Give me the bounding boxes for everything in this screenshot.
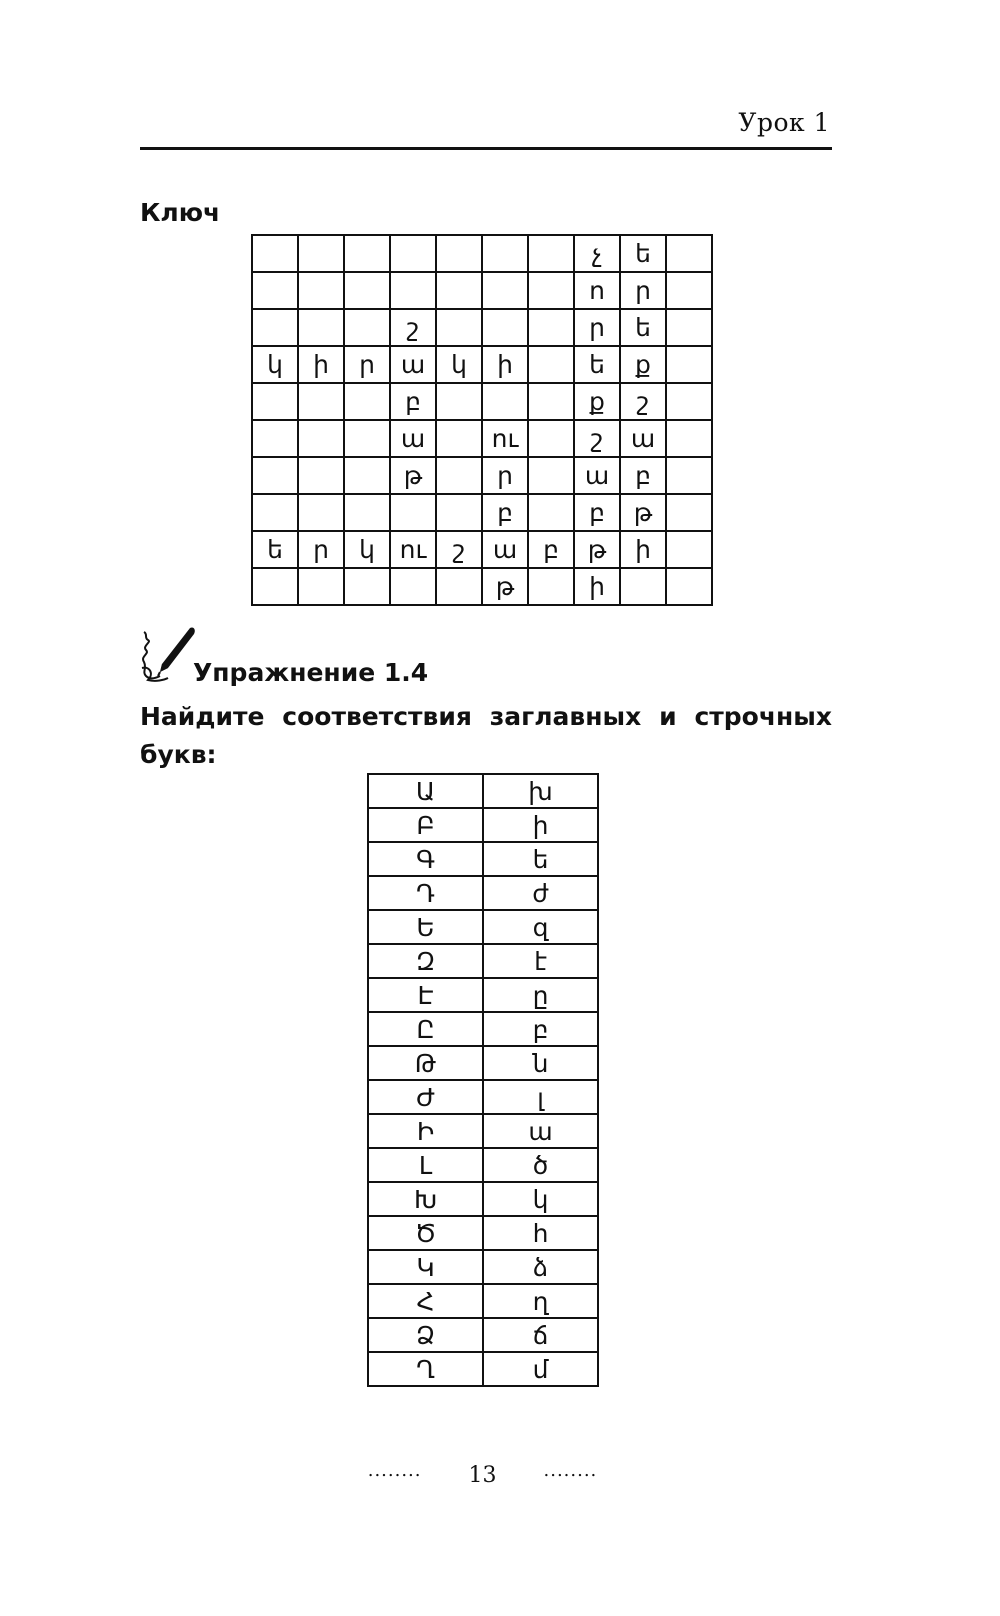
key-grid-cell: ի [620,531,666,568]
match-row [368,978,598,1012]
key-grid-cell [298,235,344,272]
key-grid-cell [666,383,712,420]
key-grid-row [252,568,712,605]
match-row [368,1318,598,1352]
match-row [368,944,598,978]
key-grid-cell [298,309,344,346]
match-row [368,1250,598,1284]
key-grid-row [252,531,712,568]
key-grid-cell [344,568,390,605]
key-grid-cell: շ [436,531,482,568]
key-grid-cell: շ [390,309,436,346]
uppercase-letter-cell: Լ [368,1148,483,1182]
match-row [368,1080,598,1114]
key-grid-cell [436,383,482,420]
key-grid-cell: թ [620,494,666,531]
uppercase-letter-cell: Ը [368,1012,483,1046]
lowercase-letter-cell: լ [483,1080,598,1114]
key-grid-cell [344,383,390,420]
lowercase-letter-cell: զ [483,910,598,944]
key-grid-cell: ի [298,346,344,383]
key-grid-cell: ա [390,420,436,457]
exercise-instruction: Найдите соответствия заглавных и строчных букв: [140,702,832,769]
lowercase-letter-cell: ձ [483,1250,598,1284]
key-grid-cell: ա [482,531,528,568]
key-grid-cell: բ [390,383,436,420]
key-grid-cell [528,420,574,457]
key-grid-cell [344,235,390,272]
match-row [368,1216,598,1250]
lowercase-letter-cell: ն [483,1046,598,1080]
key-grid-cell [528,383,574,420]
key-grid-cell: ր [344,346,390,383]
lowercase-letter-cell: ա [483,1114,598,1148]
key-grid-cell [298,383,344,420]
key-grid-cell: ր [298,531,344,568]
pen-icon [138,624,196,686]
key-grid-cell [252,457,298,494]
match-row [368,808,598,842]
match-row [368,1012,598,1046]
key-grid-cell [436,309,482,346]
key-grid-cell: ե [620,235,666,272]
footer-dots-right: ........ [543,1460,598,1481]
key-grid-cell: կ [344,531,390,568]
uppercase-letter-cell: Զ [368,944,483,978]
key-grid-cell [298,494,344,531]
match-row [368,1114,598,1148]
key-grid-cell: բ [574,494,620,531]
key-grid-cell [344,420,390,457]
key-grid-cell [252,309,298,346]
key-grid-cell [666,568,712,605]
key-grid-cell [436,420,482,457]
key-grid-cell [390,272,436,309]
key-grid-cell [436,568,482,605]
page-footer [0,1460,965,1488]
key-grid-cell [482,272,528,309]
key-grid-cell [344,309,390,346]
key-grid-cell: թ [482,568,528,605]
key-grid-cell: ա [620,420,666,457]
key-grid-cell [252,494,298,531]
key-grid-cell [528,568,574,605]
uppercase-letter-cell: Ժ [368,1080,483,1114]
key-grid-cell [298,272,344,309]
key-grid-cell: թ [574,531,620,568]
key-grid-cell [298,457,344,494]
uppercase-letter-cell: Կ [368,1250,483,1284]
key-grid-cell [390,568,436,605]
key-grid-cell [528,346,574,383]
key-grid-cell: ք [620,346,666,383]
key-grid-cell: ա [390,346,436,383]
key-grid-cell [344,272,390,309]
key-grid-cell: բ [482,494,528,531]
key-grid-row [252,420,712,457]
key-grid-cell [528,494,574,531]
key-grid-cell: ր [574,309,620,346]
key-grid-cell [436,457,482,494]
key-grid-cell: թ [390,457,436,494]
lowercase-letter-cell: բ [483,1012,598,1046]
key-grid-cell [666,272,712,309]
lowercase-letter-cell: ճ [483,1318,598,1352]
key-grid-cell [482,309,528,346]
key-grid-cell: ք [574,383,620,420]
key-grid-cell: ու [390,531,436,568]
key-grid-cell [666,531,712,568]
letter-matching-table [367,773,599,1387]
page-number: 13 [468,1463,497,1488]
key-grid-cell: շ [574,420,620,457]
footer-dots-left: ........ [367,1460,422,1481]
key-grid-cell [252,383,298,420]
uppercase-letter-cell: Թ [368,1046,483,1080]
key-grid-row [252,383,712,420]
key-grid-cell: կ [436,346,482,383]
key-grid-cell [528,457,574,494]
match-row [368,1148,598,1182]
key-grid-row [252,457,712,494]
key-grid-cell [344,494,390,531]
key-grid-cell [666,235,712,272]
key-grid-cell: չ [574,235,620,272]
key-grid-cell: ր [620,272,666,309]
key-grid-cell [666,494,712,531]
key-grid-cell [528,272,574,309]
key-grid-cell [482,235,528,272]
uppercase-letter-cell: Է [368,978,483,1012]
lowercase-letter-cell: հ [483,1216,598,1250]
key-grid-cell: բ [528,531,574,568]
uppercase-letter-cell: Ղ [368,1352,483,1386]
key-grid-cell: ի [574,568,620,605]
key-grid-cell [436,235,482,272]
key-grid-cell: ո [574,272,620,309]
key-grid-cell: ի [482,346,528,383]
match-row [368,1046,598,1080]
uppercase-letter-cell: Ծ [368,1216,483,1250]
exercise-title: Упражнение 1.4 [193,658,429,687]
key-grid-cell [252,420,298,457]
key-grid-cell [390,494,436,531]
key-grid-cell: ու [482,420,528,457]
key-grid-cell [620,568,666,605]
key-grid-cell [666,420,712,457]
key-grid-cell [252,568,298,605]
lowercase-letter-cell: ի [483,808,598,842]
key-grid-cell [298,568,344,605]
uppercase-letter-cell: Հ [368,1284,483,1318]
key-grid-cell: բ [620,457,666,494]
lowercase-letter-cell: կ [483,1182,598,1216]
key-grid-cell [528,309,574,346]
key-grid-cell: ա [574,457,620,494]
key-grid-cell [252,272,298,309]
key-grid-cell: կ [252,346,298,383]
uppercase-letter-cell: Դ [368,876,483,910]
key-grid-cell [252,235,298,272]
key-grid-cell [298,420,344,457]
match-row [368,876,598,910]
match-row [368,910,598,944]
key-grid-row [252,346,712,383]
key-grid-row [252,272,712,309]
lowercase-letter-cell: ղ [483,1284,598,1318]
match-row [368,1352,598,1386]
key-grid-row [252,494,712,531]
uppercase-letter-cell: Ե [368,910,483,944]
key-grid-cell [482,383,528,420]
key-crossword-grid [251,234,713,606]
uppercase-letter-cell: Բ [368,808,483,842]
uppercase-letter-cell: Խ [368,1182,483,1216]
key-grid-row [252,309,712,346]
key-grid-cell [390,235,436,272]
key-grid-cell [666,346,712,383]
key-label: Ключ [140,198,221,227]
uppercase-letter-cell: Գ [368,842,483,876]
uppercase-letter-cell: Ա [368,774,483,808]
match-row [368,1284,598,1318]
match-row [368,774,598,808]
key-grid-cell [666,457,712,494]
key-grid-cell [436,272,482,309]
key-grid-cell [528,235,574,272]
key-grid-cell: շ [620,383,666,420]
match-row [368,842,598,876]
lesson-label: Урок 1 [738,108,830,137]
key-grid-row [252,235,712,272]
key-grid-cell: ր [482,457,528,494]
match-row [368,1182,598,1216]
lowercase-letter-cell: է [483,944,598,978]
uppercase-letter-cell: Ձ [368,1318,483,1352]
lowercase-letter-cell: խ [483,774,598,808]
key-grid-cell [666,309,712,346]
lowercase-letter-cell: մ [483,1352,598,1386]
key-grid-cell [436,494,482,531]
uppercase-letter-cell: Ի [368,1114,483,1148]
key-grid-cell: ե [620,309,666,346]
lowercase-letter-cell: ը [483,978,598,1012]
lowercase-letter-cell: ե [483,842,598,876]
key-grid-cell: ե [252,531,298,568]
lowercase-letter-cell: ժ [483,876,598,910]
key-grid-cell [344,457,390,494]
header-divider [140,147,832,150]
key-grid-cell: ե [574,346,620,383]
lowercase-letter-cell: ծ [483,1148,598,1182]
